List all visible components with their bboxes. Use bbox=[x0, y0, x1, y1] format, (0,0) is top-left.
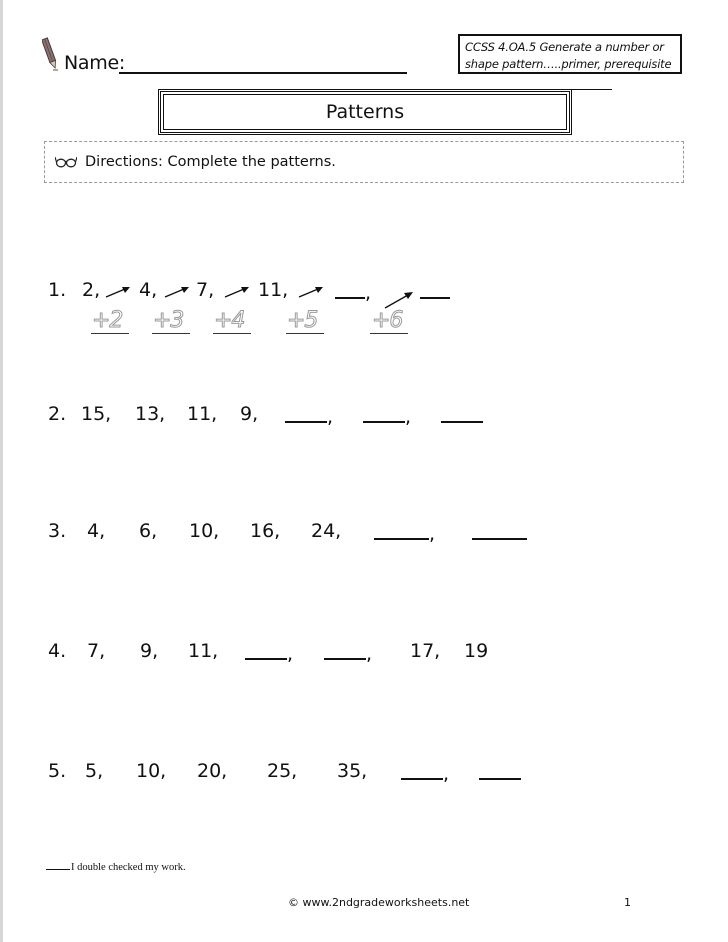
page-number: 1 bbox=[624, 896, 631, 909]
arrow-icon bbox=[298, 285, 324, 299]
answer-blank[interactable] bbox=[472, 520, 527, 545]
problem-number: 4. bbox=[48, 640, 67, 662]
hint-plus-3: +3 bbox=[153, 308, 184, 333]
page-edge bbox=[0, 0, 3, 942]
self-check-text: I double checked my work. bbox=[71, 862, 186, 873]
arrow-icon bbox=[384, 290, 414, 310]
hint-plus-2: +2 bbox=[92, 308, 123, 333]
pattern-value: 10, bbox=[136, 760, 167, 782]
pattern-value: 9, bbox=[140, 640, 159, 662]
pattern-value: 25, bbox=[267, 760, 298, 782]
self-check-blank[interactable] bbox=[46, 869, 70, 870]
pattern-value: 13, bbox=[135, 403, 166, 425]
standard-line-1: CCSS 4.OA.5 Generate a number or bbox=[465, 40, 664, 54]
problem-number: 1. bbox=[48, 279, 67, 301]
pencil-icon bbox=[42, 36, 58, 72]
problem-number: 3. bbox=[48, 520, 67, 542]
arrow-icon bbox=[105, 285, 131, 299]
answer-blank[interactable]: , bbox=[401, 760, 449, 785]
glasses-icon bbox=[55, 156, 77, 168]
answer-blank[interactable]: , bbox=[285, 403, 333, 428]
hint-underline bbox=[213, 333, 251, 334]
name-field[interactable] bbox=[119, 72, 407, 74]
answer-blank[interactable] bbox=[420, 279, 450, 304]
pattern-value: 20, bbox=[197, 760, 228, 782]
pattern-value: 19 bbox=[464, 640, 489, 662]
hint-underline bbox=[91, 333, 129, 334]
directions-box bbox=[44, 141, 684, 183]
pattern-value: 4, bbox=[87, 520, 106, 542]
answer-blank[interactable]: , bbox=[324, 640, 372, 665]
self-check bbox=[46, 862, 186, 873]
pattern-value: 16, bbox=[250, 520, 281, 542]
problem-number: 5. bbox=[48, 760, 67, 782]
pattern-value: 15, bbox=[81, 403, 112, 425]
pattern-value: 9, bbox=[240, 403, 259, 425]
answer-blank[interactable] bbox=[479, 760, 521, 785]
answer-blank[interactable]: , bbox=[374, 520, 435, 545]
pattern-value: 10, bbox=[189, 520, 220, 542]
pattern-value: 17, bbox=[410, 640, 441, 662]
pattern-value: 7, bbox=[87, 640, 106, 662]
directions-text: Directions: Complete the patterns. bbox=[85, 154, 336, 170]
arrow-icon bbox=[224, 285, 250, 299]
hint-underline bbox=[286, 333, 324, 334]
page-title: Patterns bbox=[325, 101, 405, 123]
pattern-value: 5, bbox=[85, 760, 104, 782]
pattern-value: 24, bbox=[311, 520, 342, 542]
answer-blank[interactable] bbox=[441, 403, 483, 428]
standard-line-2: shape pattern…..primer, prerequisite bbox=[465, 57, 672, 71]
pattern-value: 2, bbox=[82, 279, 101, 301]
pattern-value: 4, bbox=[139, 279, 158, 301]
pattern-value: 6, bbox=[139, 520, 158, 542]
pattern-value: 11, bbox=[187, 403, 218, 425]
standard-box bbox=[458, 34, 682, 74]
name-label: Name: bbox=[64, 52, 125, 74]
answer-blank[interactable]: , bbox=[363, 403, 411, 428]
hint-plus-6: +6 bbox=[372, 308, 403, 333]
hint-underline bbox=[370, 333, 408, 334]
hint-plus-5: +5 bbox=[287, 308, 318, 333]
answer-blank[interactable]: , bbox=[245, 640, 293, 665]
copyright: © www.2ndgradeworksheets.net bbox=[288, 896, 470, 909]
pattern-value: 7, bbox=[196, 279, 215, 301]
arrow-icon bbox=[164, 285, 190, 299]
answer-blank[interactable]: , bbox=[335, 279, 371, 304]
hint-plus-4: +4 bbox=[214, 308, 245, 333]
problem-number: 2. bbox=[48, 403, 67, 425]
pattern-value: 11, bbox=[188, 640, 219, 662]
hint-underline bbox=[152, 333, 190, 334]
pattern-value: 11, bbox=[258, 279, 289, 301]
title-box bbox=[158, 89, 572, 135]
pattern-value: 35, bbox=[337, 760, 368, 782]
